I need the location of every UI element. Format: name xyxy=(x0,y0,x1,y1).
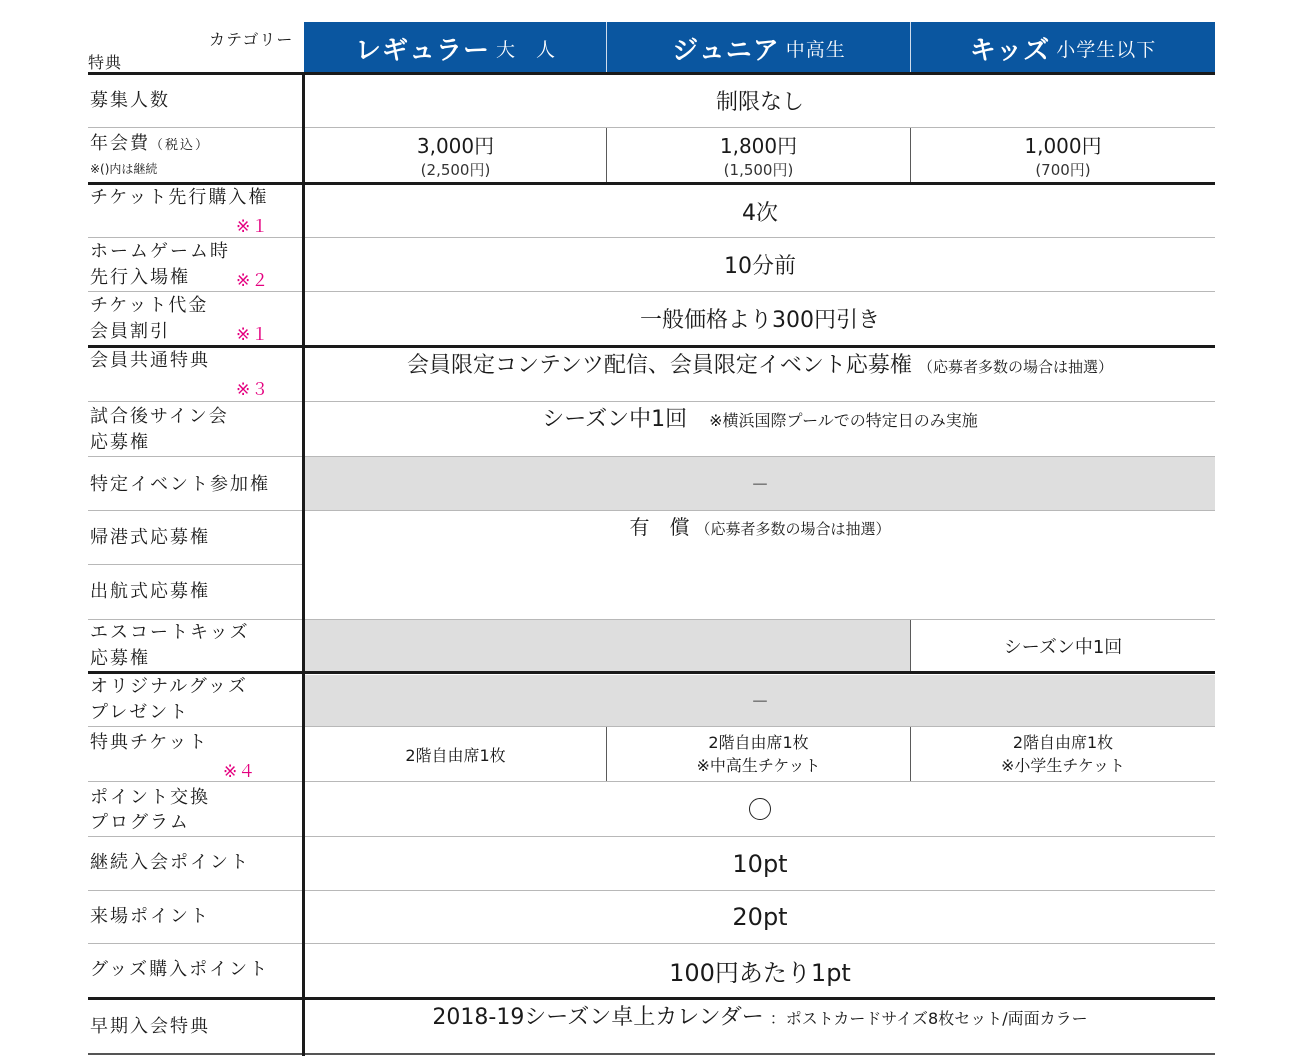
discount-value-text: 一般価格より300円引き xyxy=(640,308,880,333)
presale-value xyxy=(305,185,1215,237)
row-label-departure: 出航式応募権 xyxy=(90,581,210,602)
column-header-junior xyxy=(607,22,911,74)
column-regular-name: レギュラー xyxy=(354,35,490,66)
row-label-escort-2: 応募権 xyxy=(90,648,150,669)
row-label-presale: チケット先行購入権 xyxy=(90,187,269,208)
signing-value xyxy=(305,402,1215,456)
presale-value-text: 4次 xyxy=(742,200,778,226)
row-label-common: 会員共通特典 xyxy=(90,350,210,371)
ticket-regular-text: 2階自由席1枚 xyxy=(405,745,506,765)
row-label-renew-points: 継続入会ポイント xyxy=(90,852,250,873)
recruit-value xyxy=(305,74,1215,127)
ticket-kids-text: 2階自由席1枚 xyxy=(1012,733,1114,752)
ticket-junior-text: 2階自由席1枚 xyxy=(708,733,809,752)
ticket-regular xyxy=(305,727,606,781)
discount-footnote-mark: ※１ xyxy=(236,325,270,345)
fee-junior-value: 1,800円 xyxy=(719,134,798,158)
ceremony-value-text: 有 償 xyxy=(629,515,690,539)
common-value-note: （応募者多数の場合は抽選） xyxy=(917,358,1113,376)
escort-kids-value xyxy=(911,620,1215,671)
fee-renew-note: ※()内は継続 xyxy=(90,162,158,176)
goods-value-text: － xyxy=(751,691,769,713)
column-kids-sub: 小学生以下 xyxy=(1056,38,1157,61)
row-label-goods-points: グッズ購入ポイント xyxy=(90,959,270,980)
fee-label-text: 年会費 xyxy=(90,133,150,154)
column-regular-sub: 大 人 xyxy=(496,38,557,61)
points-value xyxy=(305,782,1215,836)
visit-points-value xyxy=(305,891,1215,943)
ticket-kids-sub: ※小学生チケット xyxy=(1001,756,1125,775)
row-label-signing-2: 応募権 xyxy=(90,432,150,453)
fee-kids xyxy=(911,128,1215,182)
row-label-early-entry-2: 先行入場権 xyxy=(90,267,190,288)
common-value xyxy=(305,348,1215,401)
column-header-regular xyxy=(304,22,607,74)
fee-kids-value: 1,000円 xyxy=(1024,134,1102,158)
fee-regular-value: 3,000円 xyxy=(416,134,495,158)
goods-points-value xyxy=(305,944,1215,997)
section-rule xyxy=(88,671,1215,674)
row-label-signing-1: 試合後サイン会 xyxy=(90,406,229,427)
column-header-kids xyxy=(911,22,1215,74)
fee-junior-renew: (1,500円) xyxy=(723,161,794,179)
fee-junior xyxy=(607,128,910,182)
event-value xyxy=(305,457,1215,510)
table-bottom-rule xyxy=(88,1053,1215,1055)
row-label-goods-2: プレゼント xyxy=(90,702,190,723)
renew-points-value xyxy=(305,837,1215,890)
circle-mark-icon xyxy=(749,798,771,820)
early-entry-value-text: 10分前 xyxy=(724,254,796,279)
ticket-kids xyxy=(911,727,1215,781)
column-junior-name: ジュニア xyxy=(672,35,780,66)
ticket-footnote-mark: ※４ xyxy=(223,762,257,782)
fee-regular xyxy=(305,128,606,182)
early-join-value-note: ：ポストカードサイズ8枚セット/両面カラー xyxy=(769,1009,1088,1028)
row-label-escort-1: エスコートキッズ xyxy=(90,622,250,643)
ticket-junior xyxy=(607,727,910,781)
common-value-text: 会員限定コンテンツ配信、会員限定イベント応募権 xyxy=(407,353,912,378)
row-label-points-1: ポイント交換 xyxy=(90,787,210,808)
perk-header-label: 特典 xyxy=(88,53,123,72)
common-footnote-mark: ※３ xyxy=(236,380,270,400)
early-join-value xyxy=(305,1000,1215,1053)
row-label-discount-2: 会員割引 xyxy=(90,321,170,342)
signing-value-text: シーズン中1回 xyxy=(542,407,688,432)
row-label-early-join: 早期入会特典 xyxy=(90,1016,210,1037)
header-divider xyxy=(606,22,607,74)
column-junior-sub: 中高生 xyxy=(785,38,846,61)
ceremony-value xyxy=(305,511,1215,619)
recruit-value-text: 制限なし xyxy=(715,90,804,115)
escort-shaded-cell xyxy=(305,620,910,671)
presale-footnote-mark: ※１ xyxy=(236,217,270,237)
renew-points-value-text: 10pt xyxy=(732,849,788,878)
row-label-discount-1: チケット代金 xyxy=(90,295,209,316)
event-value-text: － xyxy=(751,474,769,496)
discount-value xyxy=(305,292,1215,345)
row-label-points-2: プログラム xyxy=(90,812,190,833)
row-label-homecoming: 帰港式応募権 xyxy=(90,527,210,548)
fee-regular-renew: (2,500円) xyxy=(420,161,491,179)
fee-label-paren: （税込） xyxy=(150,138,211,153)
ceremony-value-note: （応募者多数の場合は抽選） xyxy=(695,520,891,538)
row-label-fee xyxy=(90,131,210,159)
row-label-ticket: 特典チケット xyxy=(90,732,209,753)
header-divider xyxy=(910,22,911,74)
column-kids-name: キッズ xyxy=(969,35,1051,66)
early-entry-footnote-mark: ※２ xyxy=(236,271,270,291)
fee-kids-renew: (700円) xyxy=(1035,161,1091,179)
ticket-junior-sub: ※中高生チケット xyxy=(696,756,821,775)
escort-kids-value-text: シーズン中1回 xyxy=(1003,636,1123,658)
row-label-visit-points: 来場ポイント xyxy=(90,906,210,927)
row-label-event: 特定イベント参加権 xyxy=(90,474,270,495)
signing-value-note: ※横浜国際プールでの特定日のみ実施 xyxy=(709,411,978,430)
early-join-value-text: 2018-19シーズン卓上カレンダー xyxy=(432,1005,764,1030)
row-label-goods-1: オリジナルグッズ xyxy=(90,676,248,697)
goods-points-value-text: 100円あたり1pt xyxy=(669,959,851,987)
row-divider xyxy=(88,564,304,565)
category-header-label: カテゴリー xyxy=(209,30,294,49)
row-label-early-entry-1: ホームゲーム時 xyxy=(90,241,230,262)
early-entry-value xyxy=(305,238,1215,291)
row-label-recruit: 募集人数 xyxy=(90,90,170,111)
visit-points-value-text: 20pt xyxy=(732,903,788,931)
goods-value xyxy=(305,675,1215,726)
